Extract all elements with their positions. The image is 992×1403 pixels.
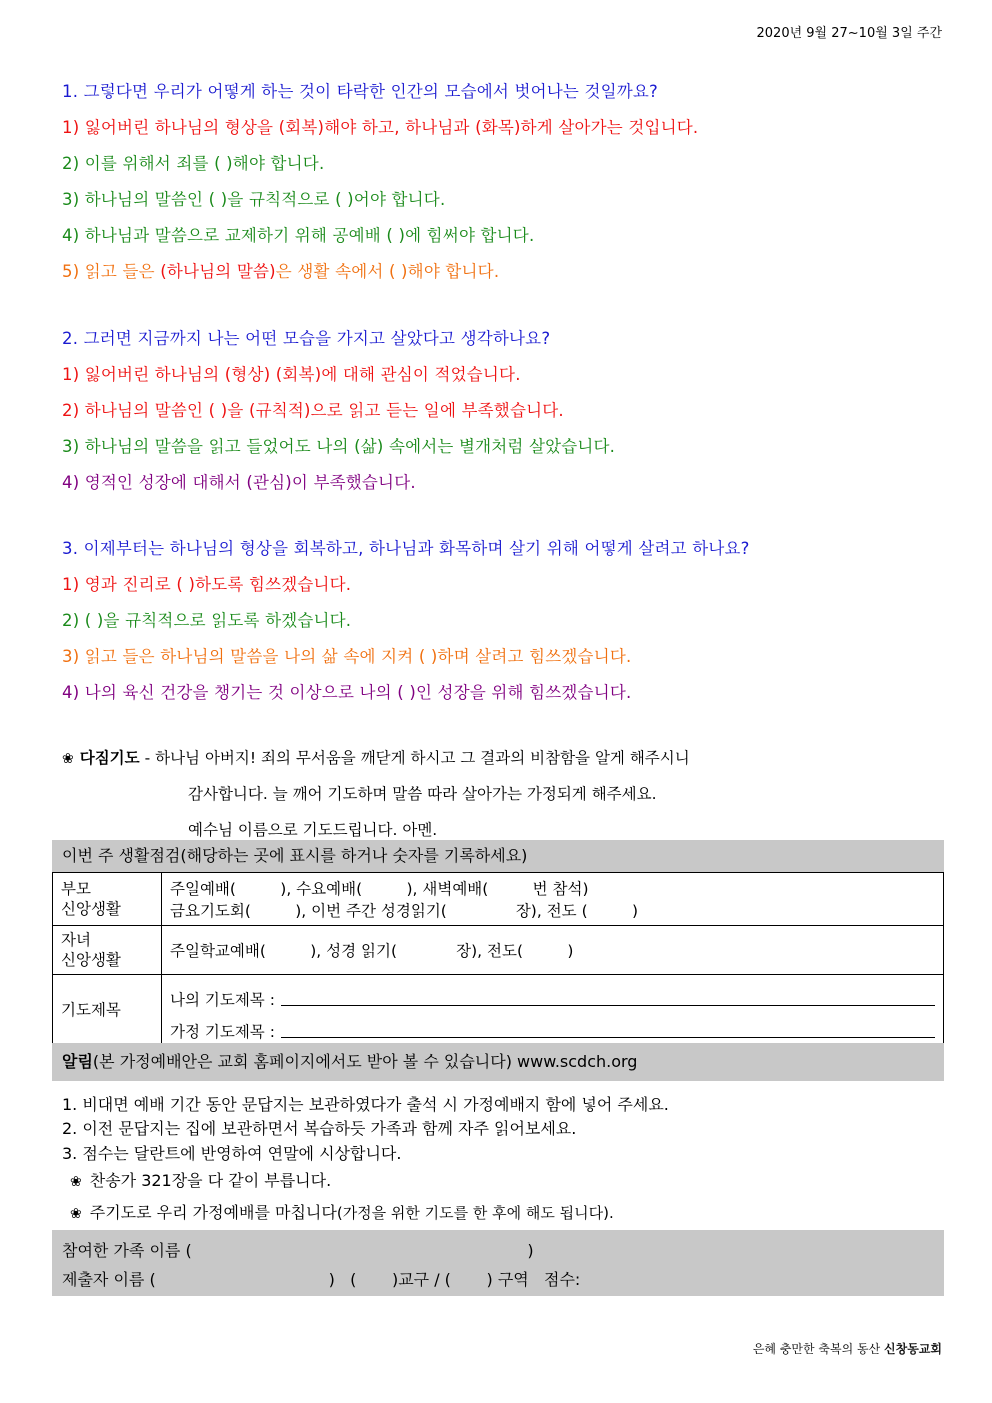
label-parents: 부모 신앙생활 bbox=[53, 873, 162, 926]
family-prayer-field[interactable] bbox=[281, 1019, 935, 1038]
notice-item-1: 1. 비대면 예배 기간 동안 문답지는 보관하였다가 출석 시 가정예배지 함에 넣어 주세요. bbox=[62, 1095, 669, 1114]
flower-icon: ❀ bbox=[62, 751, 74, 767]
table-row-children bbox=[53, 926, 944, 975]
prayer-title: 다짐기도 bbox=[79, 749, 140, 767]
answer-2-2: 2) 하나님의 말씀인 ( )을 (규칙적)으로 읽고 듣는 일에 부족했습니다. bbox=[62, 401, 564, 420]
answer-3-4: 4) 나의 육신 건강을 챙기는 것 이상으로 나의 ( )인 성장을 위해 힘쓰겠습니다. bbox=[62, 683, 632, 702]
flower-icon: ❀ bbox=[70, 1174, 82, 1190]
footer-motto: 은혜 충만한 축복의 동산 bbox=[752, 1342, 885, 1356]
prayer-line-2: 감사합니다. 늘 깨어 기도하며 말씀 따라 살아가는 가정되게 해주세요. bbox=[188, 785, 657, 803]
prayer-topics-cell bbox=[162, 975, 944, 1046]
answer-2-3: 3) 하나님의 말씀을 읽고 들었어도 나의 (삶) 속에서는 별개처럼 살았습니다. bbox=[62, 437, 616, 456]
children-activities[interactable]: 주일학교예배( ), 성경 읽기( 장), 전도( ) bbox=[162, 926, 944, 975]
answer-1-2: 2) 이를 위해서 죄를 ( )해야 합니다. bbox=[62, 154, 325, 173]
prayer-line-1: 하나님 아버지! 죄의 무서움을 깨닫게 하시고 그 결과의 비참함을 알게 해주시니 bbox=[155, 749, 690, 767]
church-name: 신창동교회 bbox=[884, 1342, 942, 1356]
answer-3-1: 1) 영과 진리로 ( )하도록 힘쓰겠습니다. bbox=[62, 575, 352, 594]
notice-item-2: 2. 이전 문답지는 집에 보관하면서 복습하듯 가족과 함께 자주 읽어보세요. bbox=[62, 1119, 577, 1138]
parents-activities[interactable]: 주일예배( ), 수요예배( ), 새벽예배( 번 참석) 금요기도회( ), 이번 주간 성경읽기( 장), 전도 ( ) bbox=[162, 873, 944, 926]
table-row-parents bbox=[53, 873, 944, 926]
pledge-prayer bbox=[62, 746, 690, 768]
check-title: 이번 주 생활점검 bbox=[62, 846, 181, 865]
notice-text: (본 가정예배안은 교회 홈페이지에서도 받아 볼 수 있습니다) www.scdch.org bbox=[92, 1052, 638, 1071]
flower-icon: ❀ bbox=[70, 1206, 82, 1222]
check-subtitle: (해당하는 곳에 표시를 하거나 숫자를 기록하세요) bbox=[180, 846, 528, 865]
hymn-instruction: ❀ 찬송가 321장을 다 같이 부릅니다. bbox=[70, 1171, 332, 1190]
answer-1-5 bbox=[62, 258, 499, 282]
answer-1-1: 1) 잃어버린 하나님의 형상을 (회복)해야 하고, 하나님과 (화목)하게 살아가는 것입니다. bbox=[62, 118, 699, 137]
question-3: 3. 이제부터는 하나님의 형상을 회복하고, 하나님과 화목하며 살기 위해 어떻게 살려고 하나요? bbox=[62, 539, 750, 558]
answer-3-2: 2) ( )을 규칙적으로 읽도록 하겠습니다. bbox=[62, 611, 352, 630]
notice-header bbox=[52, 1043, 944, 1081]
question-2: 2. 그러면 지금까지 나는 어떤 모습을 가지고 살았다고 생각하나요? bbox=[62, 329, 551, 348]
question-1: 1. 그렇다면 우리가 어떻게 하는 것이 타락한 인간의 모습에서 벗어나는 것일까요? bbox=[62, 82, 658, 101]
prayer-dash: - bbox=[139, 749, 156, 767]
answer-1-5-suffix: 은 생활 속에서 ( )해야 합니다. bbox=[275, 262, 500, 281]
family-names-field[interactable]: 참여한 가족 이름 ( ) bbox=[62, 1241, 534, 1260]
label-prayer-topics: 기도제목 bbox=[53, 975, 162, 1046]
my-prayer-label: 나의 기도제목 : bbox=[170, 991, 275, 1009]
answer-1-3: 3) 하나님의 말씀인 ( )을 규칙적으로 ( )어야 합니다. bbox=[62, 190, 446, 209]
week-date-range: 2020년 9월 27~10월 3일 주간 bbox=[756, 26, 942, 41]
family-prayer-label: 가정 기도제목 : bbox=[170, 1023, 275, 1041]
answer-1-5-prefix: 5) 읽고 들은 bbox=[62, 262, 161, 281]
answer-3-3: 3) 읽고 들은 하나님의 말씀을 나의 삶 속에 지켜 ( )하며 살려고 힘쓰겠습니다. bbox=[62, 647, 632, 666]
weekly-check-table bbox=[52, 872, 944, 1046]
notice-title: 알림 bbox=[62, 1052, 93, 1071]
my-prayer-field[interactable] bbox=[281, 987, 935, 1006]
weekly-check-header bbox=[52, 840, 944, 872]
footer bbox=[753, 1340, 942, 1357]
submission-box bbox=[52, 1230, 944, 1296]
answer-1-5-highlight: (하나님의 말씀) bbox=[160, 262, 276, 281]
answer-1-4: 4) 하나님과 말씀으로 교제하기 위해 공예배 ( )에 힘써야 합니다. bbox=[62, 226, 535, 245]
table-row-prayer bbox=[53, 975, 944, 1046]
prayer-line-3: 예수님 이름으로 기도드립니다. 아멘. bbox=[188, 821, 438, 839]
closing-instruction: ❀ 주기도로 우리 가정예배를 마칩니다(가정을 위한 기도를 한 후에 해도 됩니다). bbox=[70, 1203, 614, 1222]
answer-2-1: 1) 잃어버린 하나님의 (형상) (회복)에 대해 관심이 적었습니다. bbox=[62, 365, 521, 384]
notice-item-3: 3. 점수는 달란트에 반영하여 연말에 시상합니다. bbox=[62, 1144, 402, 1163]
label-children: 자녀 신앙생활 bbox=[53, 926, 162, 975]
submitter-info-field[interactable]: 제출자 이름 ( ) ( )교구 / ( ) 구역 점수: bbox=[62, 1270, 581, 1289]
answer-2-4: 4) 영적인 성장에 대해서 (관심)이 부족했습니다. bbox=[62, 473, 416, 492]
